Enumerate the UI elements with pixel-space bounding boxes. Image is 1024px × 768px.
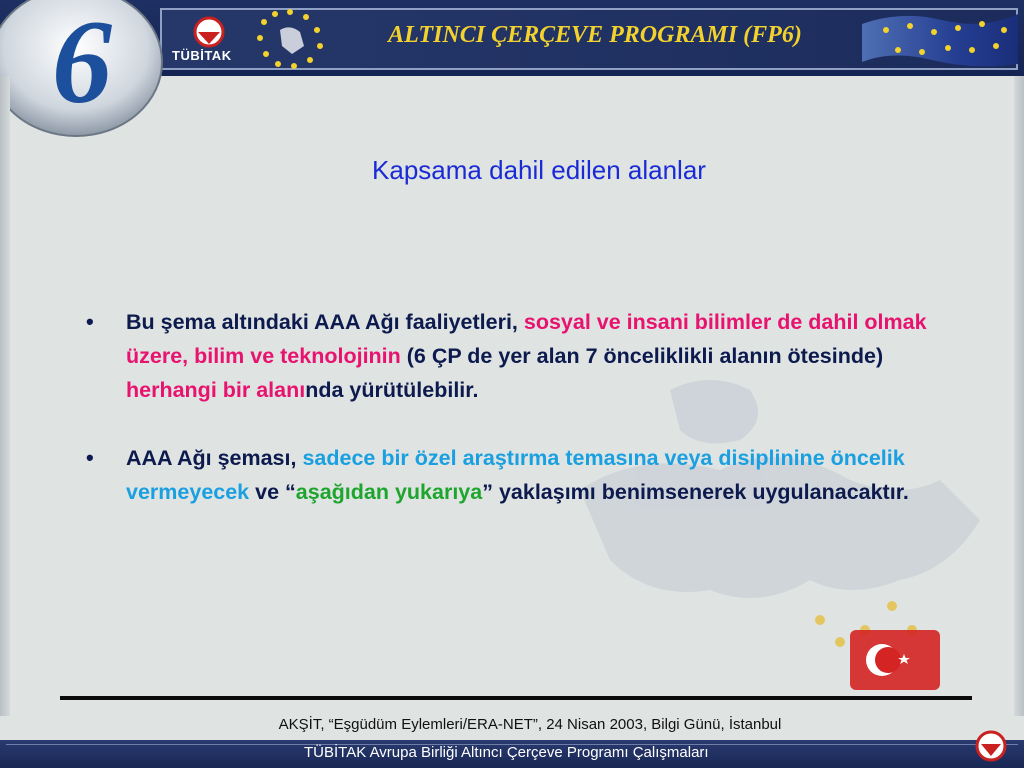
- bullet-text-segment: aşağıdan yukarıya: [295, 480, 483, 504]
- slide-title: Kapsama dahil edilen alanlar: [372, 155, 706, 185]
- footer-citation: AKŞİT, “Eşgüdüm Eylemleri/ERA-NET”, 24 Nisan 2003, Bilgi Günü, İstanbul: [278, 716, 782, 733]
- bullet-text-segment: nda yürütülebilir.: [305, 378, 479, 402]
- tubitak-small-emblem: [968, 726, 1014, 766]
- eu-flag-banner: [862, 10, 1018, 68]
- fp6-logo: [0, 0, 170, 140]
- bottom-bar-text: TÜBİTAK Avrupa Birliği Altıncı Çerçeve Programı Çalışmaları: [304, 744, 709, 761]
- bullet-dot-icon: •: [86, 445, 94, 470]
- tubitak-label: TÜBİTAK: [172, 48, 232, 63]
- bullet-text-segment: ve “: [249, 480, 296, 504]
- bullet-text-segment: sadece bir özel araştırma temasına veya disiplinine öncelik vermeyecek: [126, 446, 905, 504]
- bullet-text-segment: herhangi bir alanı: [126, 378, 306, 402]
- bullet-text-segment: sosyal ve insani bilimler de dahil olmak üzere, bilim ve teknolojinin: [126, 310, 927, 368]
- bullet-item: [86, 441, 966, 509]
- footer-divider: [60, 696, 972, 700]
- bullet-text-segment: (6 ÇP de yer alan 7 önceliklikli alanın ötesinde): [400, 344, 884, 368]
- bullet-item: [86, 305, 966, 407]
- bullet-text-segment: ” yaklaşımı benimsenerek uygulanacaktır.: [482, 480, 909, 504]
- bullet-dot-icon: •: [86, 309, 94, 334]
- bullet-list: [86, 305, 966, 543]
- bullet-text-segment: Bu şema altındaki AAA Ağı faaliyetleri,: [126, 310, 524, 334]
- bullet-text-segment: AAA Ağı şeması,: [126, 446, 303, 470]
- eu-stars-icon: [250, 6, 330, 70]
- svg-text:6: 6: [52, 0, 112, 128]
- header-title: ALTINCI ÇERÇEVE PROGRAMI (FP6): [388, 22, 802, 48]
